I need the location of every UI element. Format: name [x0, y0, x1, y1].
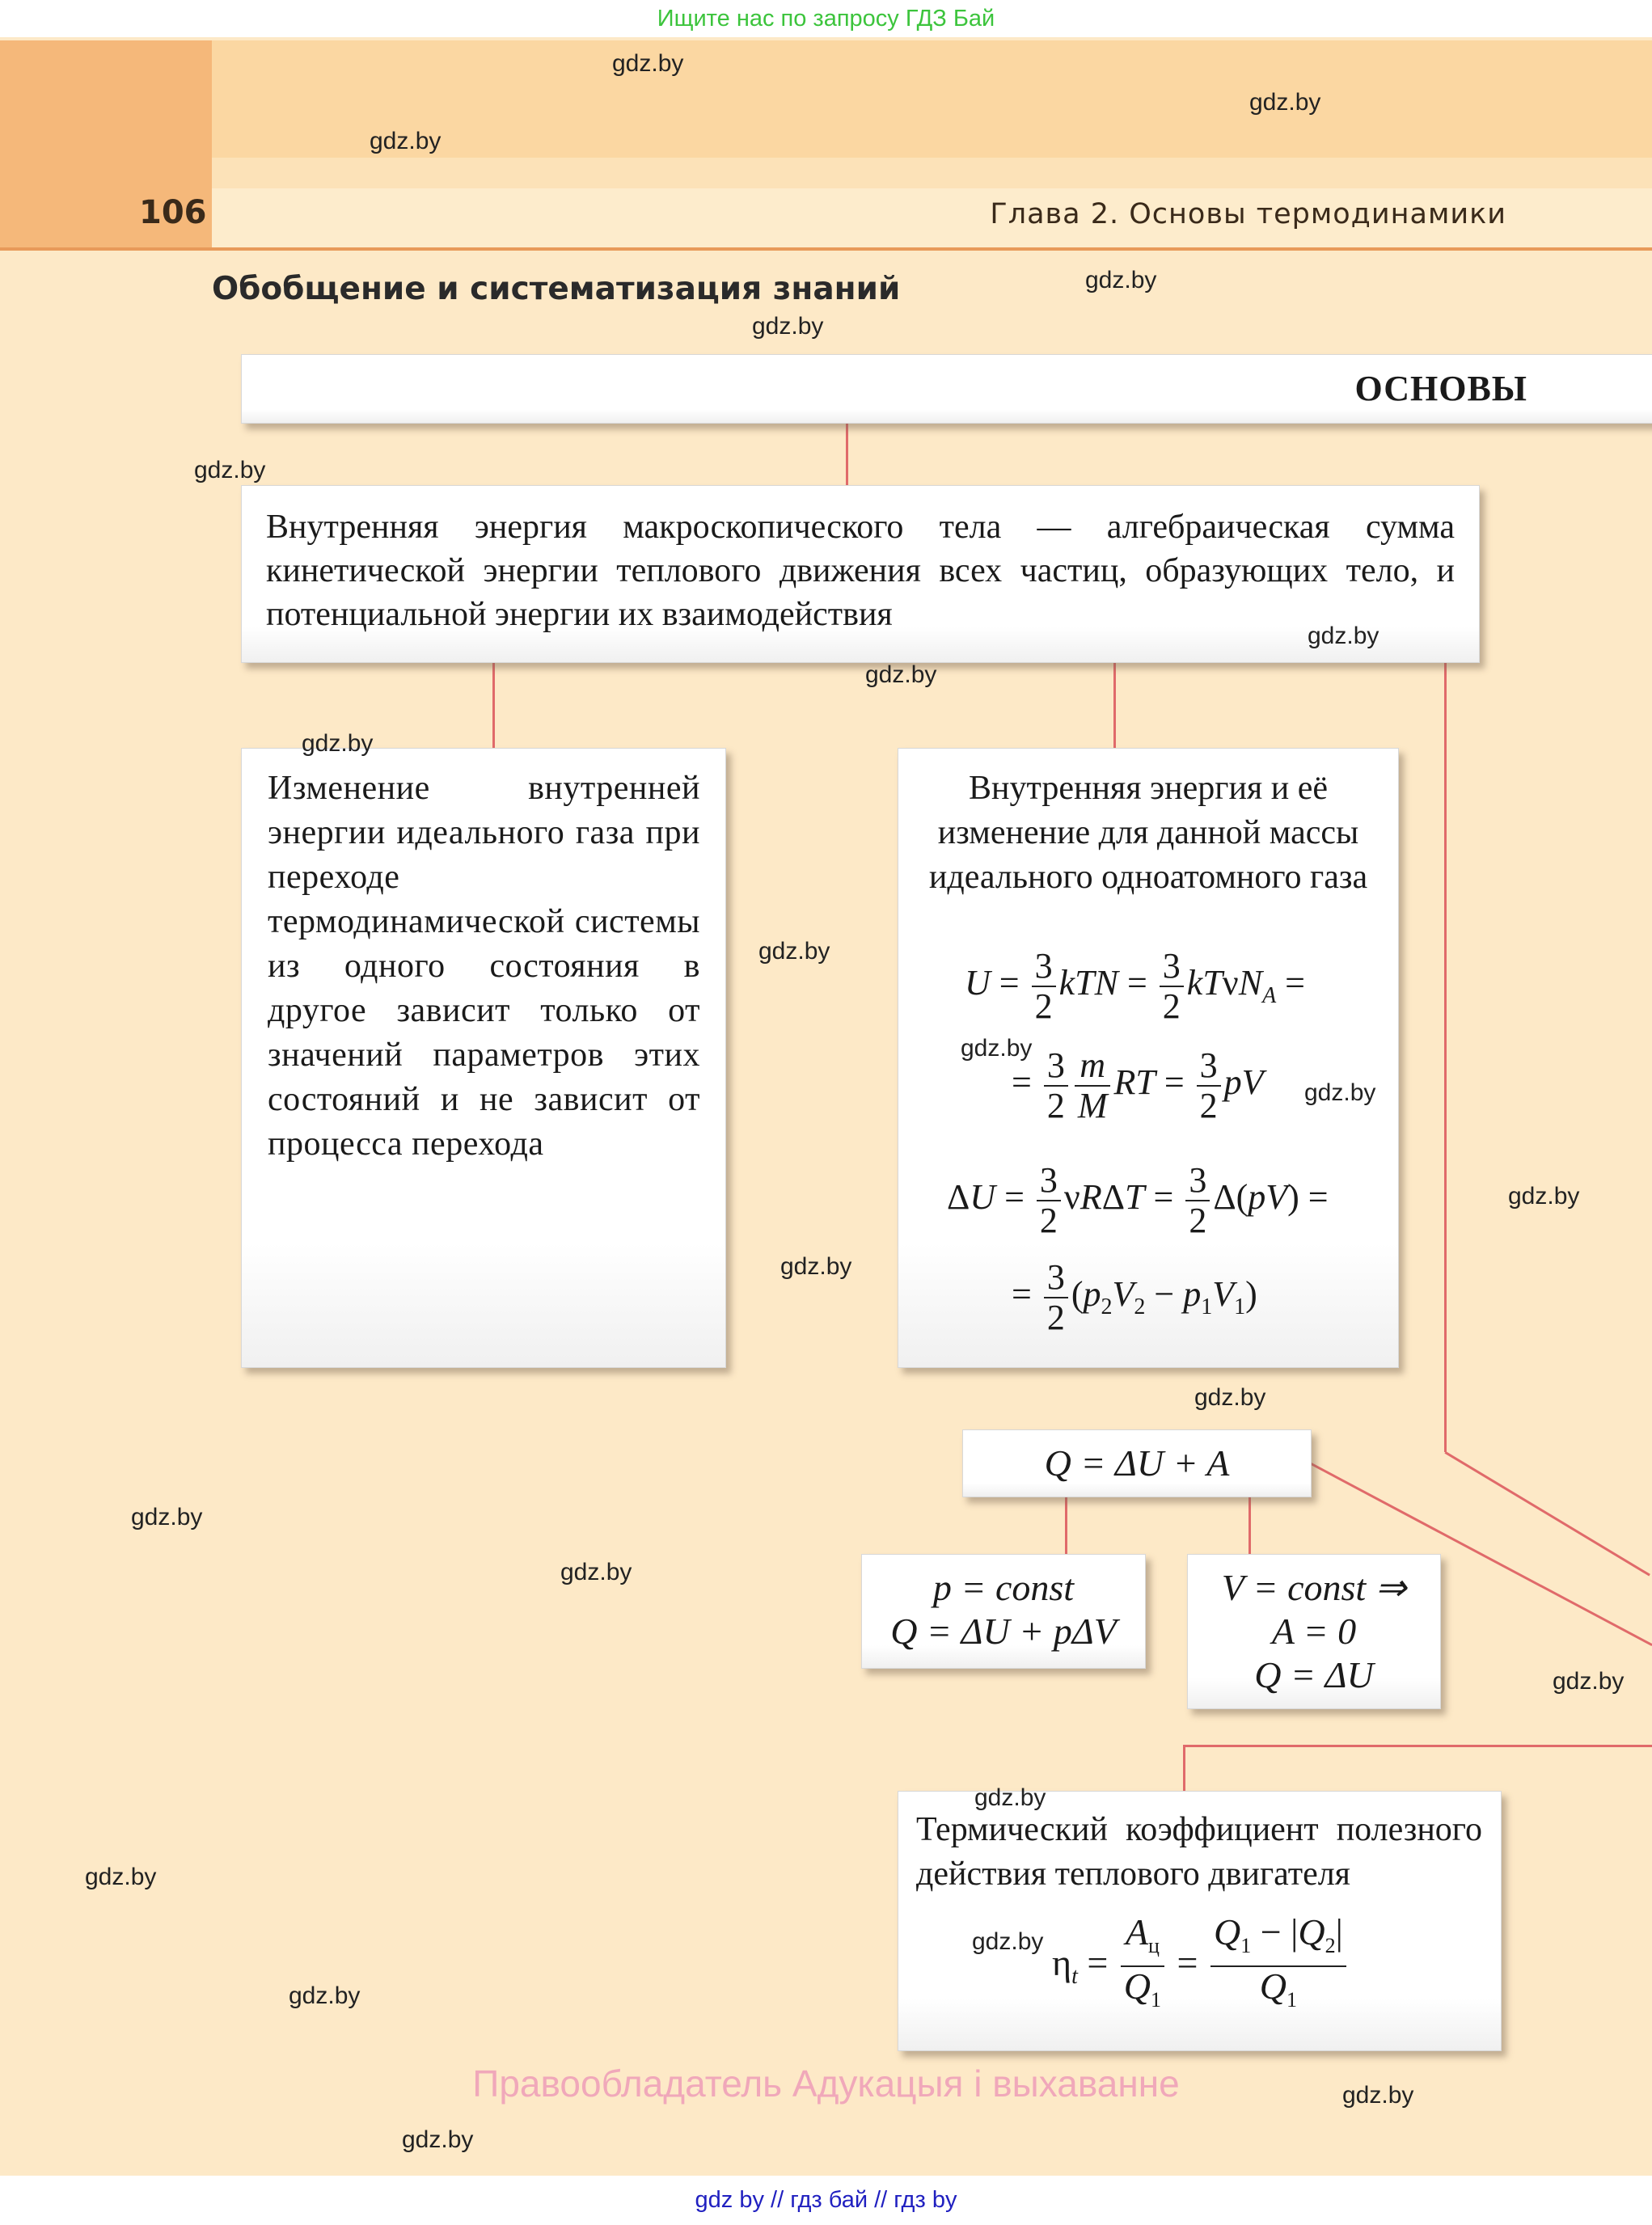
watermark: gdz.by: [758, 938, 830, 965]
first-law-formula: Q = ΔU + A: [1044, 1442, 1230, 1484]
watermark: gdz.by: [1194, 1384, 1266, 1411]
isobaric-box: [861, 1554, 1146, 1669]
bottom-banner: gdz by // гдз бай // гдз by: [0, 2176, 1652, 2225]
isochoric-line-3: Q = ΔU: [1254, 1654, 1374, 1695]
copyright-owner: Правообладатель Адукацыя і выхаванне: [472, 2062, 1180, 2105]
energy-change-formula-2: = $\frac{3}{2}$ $(p_2V_2 - p_1V_1)$: [1012, 1257, 1257, 1337]
watermark: gdz.by: [865, 661, 937, 688]
watermark: gdz.by: [289, 1982, 361, 2009]
osnovy-title: ОСНОВЫ: [1354, 369, 1527, 408]
watermark: gdz.by: [370, 128, 442, 154]
efficiency-title: Термический коэффициент полезного действия теплового двигателя: [916, 1811, 1482, 1893]
isochoric-formula: [1188, 1566, 1440, 1697]
watermark: gdz.by: [85, 1864, 157, 1890]
watermark: gdz.by: [780, 1253, 852, 1280]
watermark: gdz.by: [1085, 267, 1157, 293]
isobaric-line-1: p = const: [932, 1567, 1075, 1608]
connector-line: [1065, 1496, 1067, 1554]
watermark: gdz.by: [974, 1784, 1046, 1811]
isobaric-formula: [862, 1566, 1145, 1653]
isobaric-line-2: Q = ΔU + pΔV: [890, 1611, 1117, 1652]
section-title: Обобщение и систематизация знаний: [212, 271, 901, 307]
watermark: gdz.by: [1553, 1668, 1625, 1695]
internal-energy-definition: Внутренняя энергия макроскопического тела — алгебраическая сумма кинетической энергии теплового движения всех частиц, образующих тело, и потенциальной энергии их взаимодействия: [266, 509, 1455, 633]
watermark: gdz.by: [1308, 623, 1379, 649]
top-banner: Ищите нас по запросу ГДЗ Бай: [657, 6, 995, 32]
watermark: gdz.by: [1249, 89, 1321, 116]
watermark: gdz.by: [194, 457, 266, 483]
watermark: gdz.by: [972, 1928, 1044, 1955]
header-rule: [0, 247, 1652, 251]
connector-line: [1113, 661, 1116, 748]
page-number: 106: [139, 194, 207, 231]
isochoric-line-2: A = 0: [1271, 1611, 1357, 1652]
watermark: gdz.by: [961, 1035, 1033, 1062]
efficiency-formula: $\eta_t$ = $\frac{A_ц}{Q_1}$ = $\frac{Q_1 - |Q_2|}{Q_1}$: [1052, 1913, 1350, 2020]
watermark: gdz.by: [1508, 1183, 1580, 1210]
internal-energy-formula-2: = $\frac{3}{2}$ $\frac{m}{M}$ RT = $\frac{3}{2}$ pV: [1012, 1045, 1264, 1125]
connector-line: [492, 661, 495, 748]
efficiency-box: [898, 1791, 1502, 2051]
header-band-light: [212, 158, 1652, 188]
isochoric-box: [1187, 1554, 1441, 1709]
watermark: gdz.by: [560, 1559, 632, 1585]
internal-energy-formula-1: U = $\frac{3}{2}$ kTN = $\frac{3}{2}$ kTνN$_A$ =: [965, 946, 1305, 1026]
ideal-gas-title: Внутренняя энергия и её изменение для данной массы идеального одноатомного газа: [928, 770, 1368, 896]
connector-line: [1183, 1745, 1185, 1791]
watermark: gdz.by: [302, 730, 374, 757]
energy-change-formula-1: ΔU = $\frac{3}{2}$ νRΔT = $\frac{3}{2}$ Δ(pV) =: [947, 1160, 1329, 1240]
connector-line: [846, 422, 848, 485]
isochoric-line-1: V = const ⇒: [1221, 1567, 1407, 1608]
watermark: gdz.by: [612, 50, 684, 77]
osnovy-box: [241, 354, 1652, 424]
first-law-box: [962, 1429, 1312, 1497]
watermark: gdz.by: [752, 313, 824, 340]
energy-change-text: Изменение внутренней энергии идеального газа при переходе термодинамической системы из одного состояния в другое зависит только от значений параметров этих состояний и не зависит от процесса перехода: [268, 770, 700, 1163]
chapter-title: Глава 2. Основы термодинамики: [990, 198, 1506, 230]
watermark: gdz.by: [131, 1504, 203, 1530]
connector-line: [1444, 661, 1447, 1452]
energy-change-box: [241, 748, 726, 1368]
internal-energy-definition-box: [241, 485, 1480, 663]
watermark: gdz.by: [1304, 1079, 1376, 1106]
connector-line: [1183, 1745, 1652, 1747]
connector-line: [1249, 1496, 1251, 1554]
watermark: gdz.by: [1342, 2082, 1414, 2109]
watermark: gdz.by: [402, 2126, 474, 2153]
